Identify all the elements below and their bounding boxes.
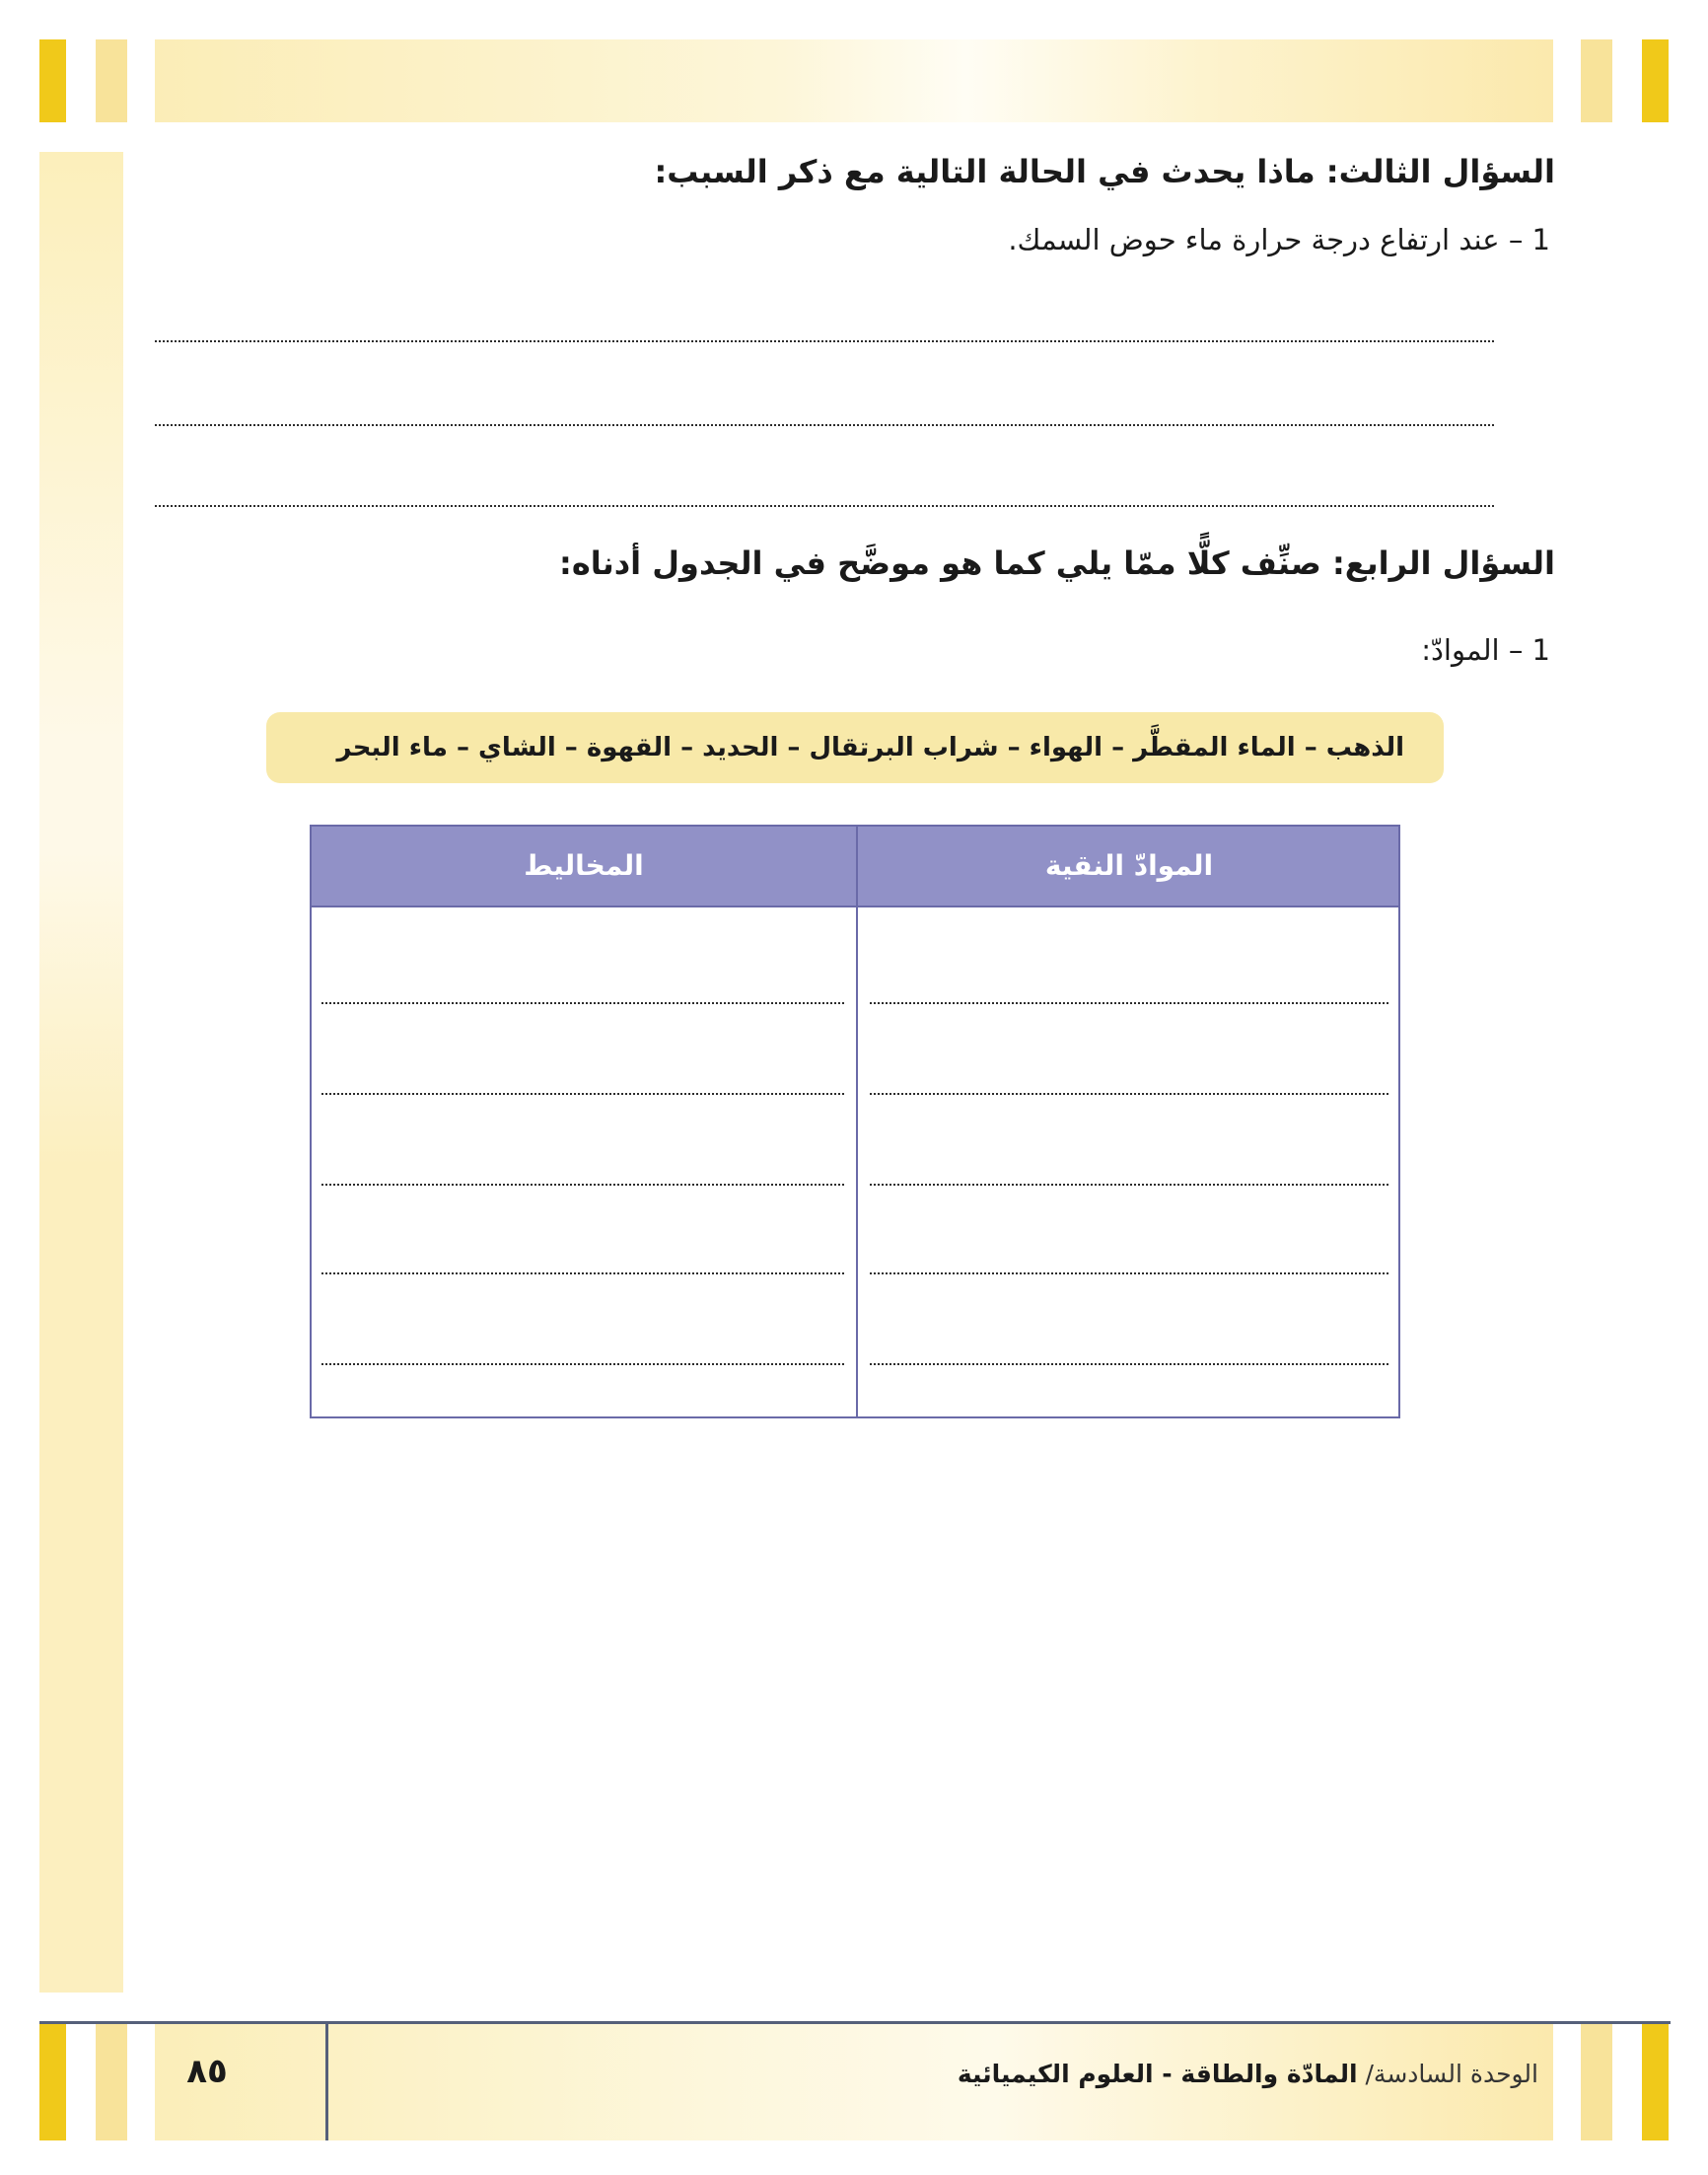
bottom-right-bar-soft (1581, 2024, 1612, 2140)
header-pure-substances: الموادّ النقية (1044, 849, 1214, 882)
column-divider (856, 827, 858, 1416)
mixtures-line-2[interactable] (321, 1093, 844, 1095)
mixtures-line-5[interactable] (321, 1363, 844, 1365)
footer-unit-name: المادّة والطاقة - العلوم الكيميائية (957, 2060, 1358, 2088)
top-right-bar-soft (1581, 39, 1612, 122)
mixtures-line-4[interactable] (321, 1272, 844, 1274)
answer-line-2[interactable] (155, 424, 1494, 426)
mixtures-line-1[interactable] (321, 1002, 844, 1004)
footer-unit-label: الوحدة السادسة/ (1357, 2060, 1538, 2088)
left-side-strip (39, 152, 123, 1993)
mixtures-line-3[interactable] (321, 1184, 844, 1186)
question4-title: السؤال الرابع: صنِّف كلًّا ممّا يلي كما هو موضَّح في الجدول أدناه: (559, 544, 1555, 582)
pure-line-1[interactable] (870, 1002, 1388, 1004)
top-left-bar-strong (39, 39, 66, 122)
question3-item1: 1 – عند ارتفاع درجة حرارة ماء حوض السمك. (1008, 223, 1550, 256)
materials-list: الذهب – الماء المقطَّر – الهواء – شراب البرتقال – الحديد – القهوة – الشاي – ماء البحر (336, 733, 1404, 762)
header-mixtures: المخاليط (524, 849, 644, 882)
header-separator (312, 906, 1398, 907)
top-right-bar-strong (1642, 39, 1669, 122)
page-number: ٨٥ (186, 2052, 228, 2091)
bottom-right-bar-strong (1642, 2024, 1669, 2140)
bottom-left-bar-soft (96, 2024, 127, 2140)
answer-line-1[interactable] (155, 340, 1494, 342)
top-band (155, 39, 1553, 122)
footer-unit-title (690, 2060, 1538, 2088)
bottom-left-bar-strong (39, 2024, 66, 2140)
question3-title: السؤال الثالث: ماذا يحدث في الحالة التالية مع ذكر السبب: (654, 153, 1555, 190)
question4-item1: 1 – الموادّ: (1421, 633, 1550, 667)
top-left-bar-soft (96, 39, 127, 122)
pure-line-5[interactable] (870, 1363, 1388, 1365)
pure-line-2[interactable] (870, 1093, 1388, 1095)
pure-line-4[interactable] (870, 1272, 1388, 1274)
materials-list-box (266, 712, 1444, 783)
pure-line-3[interactable] (870, 1184, 1388, 1186)
footer-separator (325, 2024, 328, 2140)
classification-table (310, 825, 1400, 1418)
answer-line-3[interactable] (155, 505, 1494, 507)
